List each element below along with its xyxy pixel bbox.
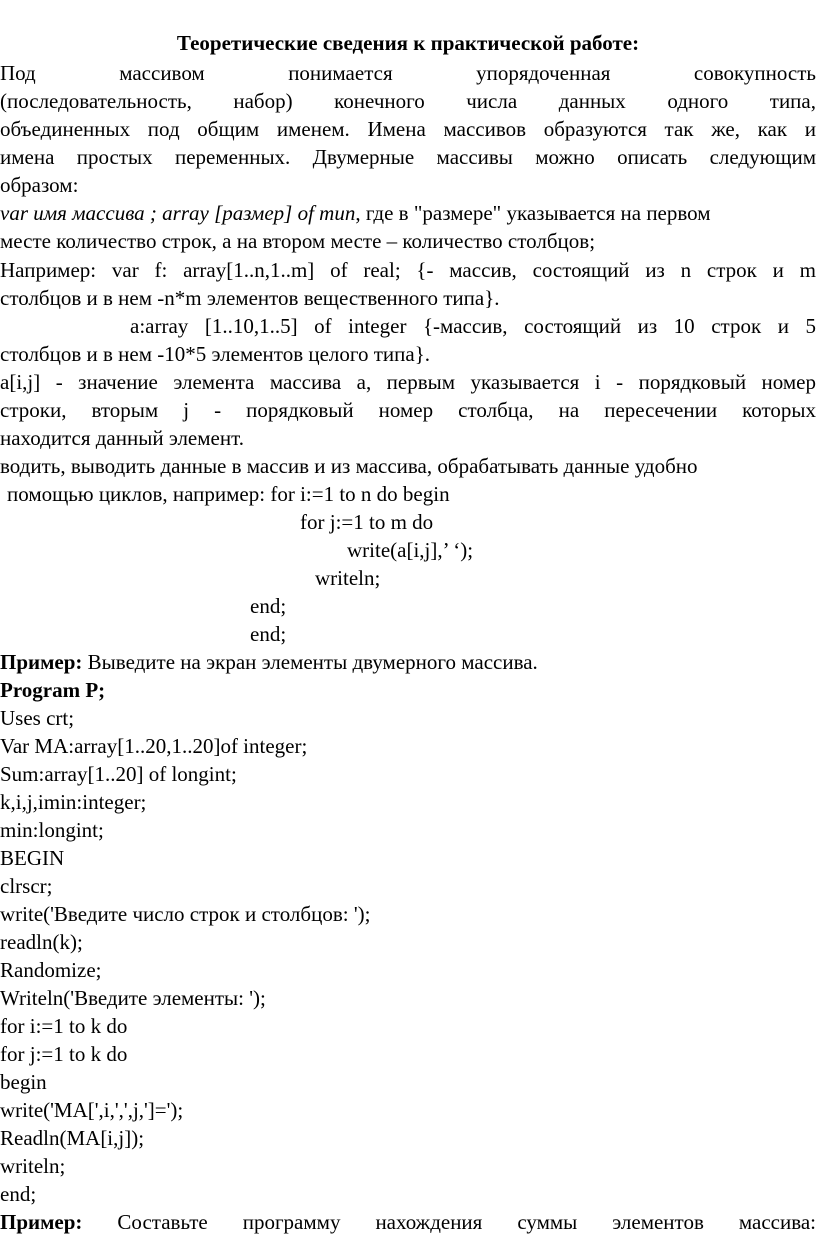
syntax-italic: var имя массива ; array [размер] of тип bbox=[0, 201, 356, 225]
code-line: end; bbox=[250, 622, 287, 646]
code-line: end; bbox=[0, 1182, 37, 1206]
example-label: Пример: bbox=[0, 1210, 83, 1234]
document-title: Теоретические сведения к практической работе: bbox=[176, 31, 640, 55]
code-line: Sum:array[1..20] of longint; bbox=[0, 762, 237, 786]
code-line: readln(k); bbox=[0, 930, 83, 954]
example-label: Пример: bbox=[0, 650, 83, 674]
paragraph-line: имена простых переменных. Двумерные массивы можно описать следующим bbox=[0, 145, 816, 169]
code-line: begin bbox=[0, 1070, 47, 1094]
syntax-rest: , где в "размере" указывается на первом bbox=[355, 201, 711, 225]
code-line: write('Введите число строк и столбцов: '); bbox=[0, 902, 371, 926]
paragraph-line: месте количество строк, а на втором месте – количество столбцов; bbox=[0, 229, 596, 253]
code-line: k,i,j,imin:integer; bbox=[0, 790, 147, 814]
syntax-line bbox=[0, 200, 816, 227]
code-line: Readln(MA[i,j]); bbox=[0, 1126, 145, 1150]
example-text: Выведите на экран элементы двумерного массива. bbox=[82, 650, 538, 674]
code-line: Uses crt; bbox=[0, 706, 75, 730]
code-line: Var MA:array[1..20,1..20]of integer; bbox=[0, 734, 308, 758]
code-line: Writeln('Введите элементы: '); bbox=[0, 986, 266, 1010]
code-line: for j:=1 to m do bbox=[300, 510, 434, 534]
code-line: write('MA[',i,',',j,']='); bbox=[0, 1098, 184, 1122]
example-heading bbox=[0, 649, 816, 676]
paragraph-line: помощью циклов, например: for i:=1 to n do begin bbox=[7, 482, 450, 506]
code-line: BEGIN bbox=[0, 846, 65, 870]
example-line: столбцов и в нем -n*m элементов вещественного типа}. bbox=[0, 286, 500, 310]
example-line: Например: var f: array[1..n,1..m] of real; {- массив, состоящий из n строк и m bbox=[0, 258, 816, 282]
paragraph-line: объединенных под общим именем. Имена массивов образуются так же, как и bbox=[0, 117, 816, 141]
paragraph-line: a[i,j] - значение элемента массива а, первым указывается i - порядковый номер bbox=[0, 370, 816, 394]
paragraph-line: Под массивом понимается упорядоченная совокупность bbox=[0, 61, 816, 85]
paragraph-line: строки, вторым j - порядковый номер столбца, на пересечении которых bbox=[0, 398, 816, 422]
code-line: clrscr; bbox=[0, 874, 53, 898]
example-line: столбцов и в нем -10*5 элементов целого типа}. bbox=[0, 342, 431, 366]
code-line: writeln; bbox=[315, 566, 381, 590]
code-line: Program P; bbox=[0, 678, 106, 702]
code-line: for i:=1 to k do bbox=[0, 1014, 128, 1038]
example-text: Составьте программу нахождения суммы элементов массива: bbox=[117, 1210, 816, 1234]
code-line: writeln; bbox=[0, 1154, 66, 1178]
code-line: write(a[i,j],’ ‘); bbox=[347, 538, 474, 562]
paragraph-line: находится данный элемент. bbox=[0, 426, 244, 450]
code-line: min:longint; bbox=[0, 818, 104, 842]
example-heading bbox=[0, 1209, 816, 1236]
paragraph-line: водить, выводить данные в массив и из массива, обрабатывать данные удобно bbox=[0, 454, 698, 478]
paragraph-line: образом: bbox=[0, 173, 79, 197]
code-line: Randomize; bbox=[0, 958, 102, 982]
code-line: end; bbox=[250, 594, 287, 618]
code-line: for j:=1 to k do bbox=[0, 1042, 128, 1066]
example-line: a:array [1..10,1..5] of integer {-массив, состоящий из 10 строк и 5 bbox=[130, 314, 816, 338]
paragraph-line: (последовательность, набор) конечного числа данных одного типа, bbox=[0, 89, 816, 113]
